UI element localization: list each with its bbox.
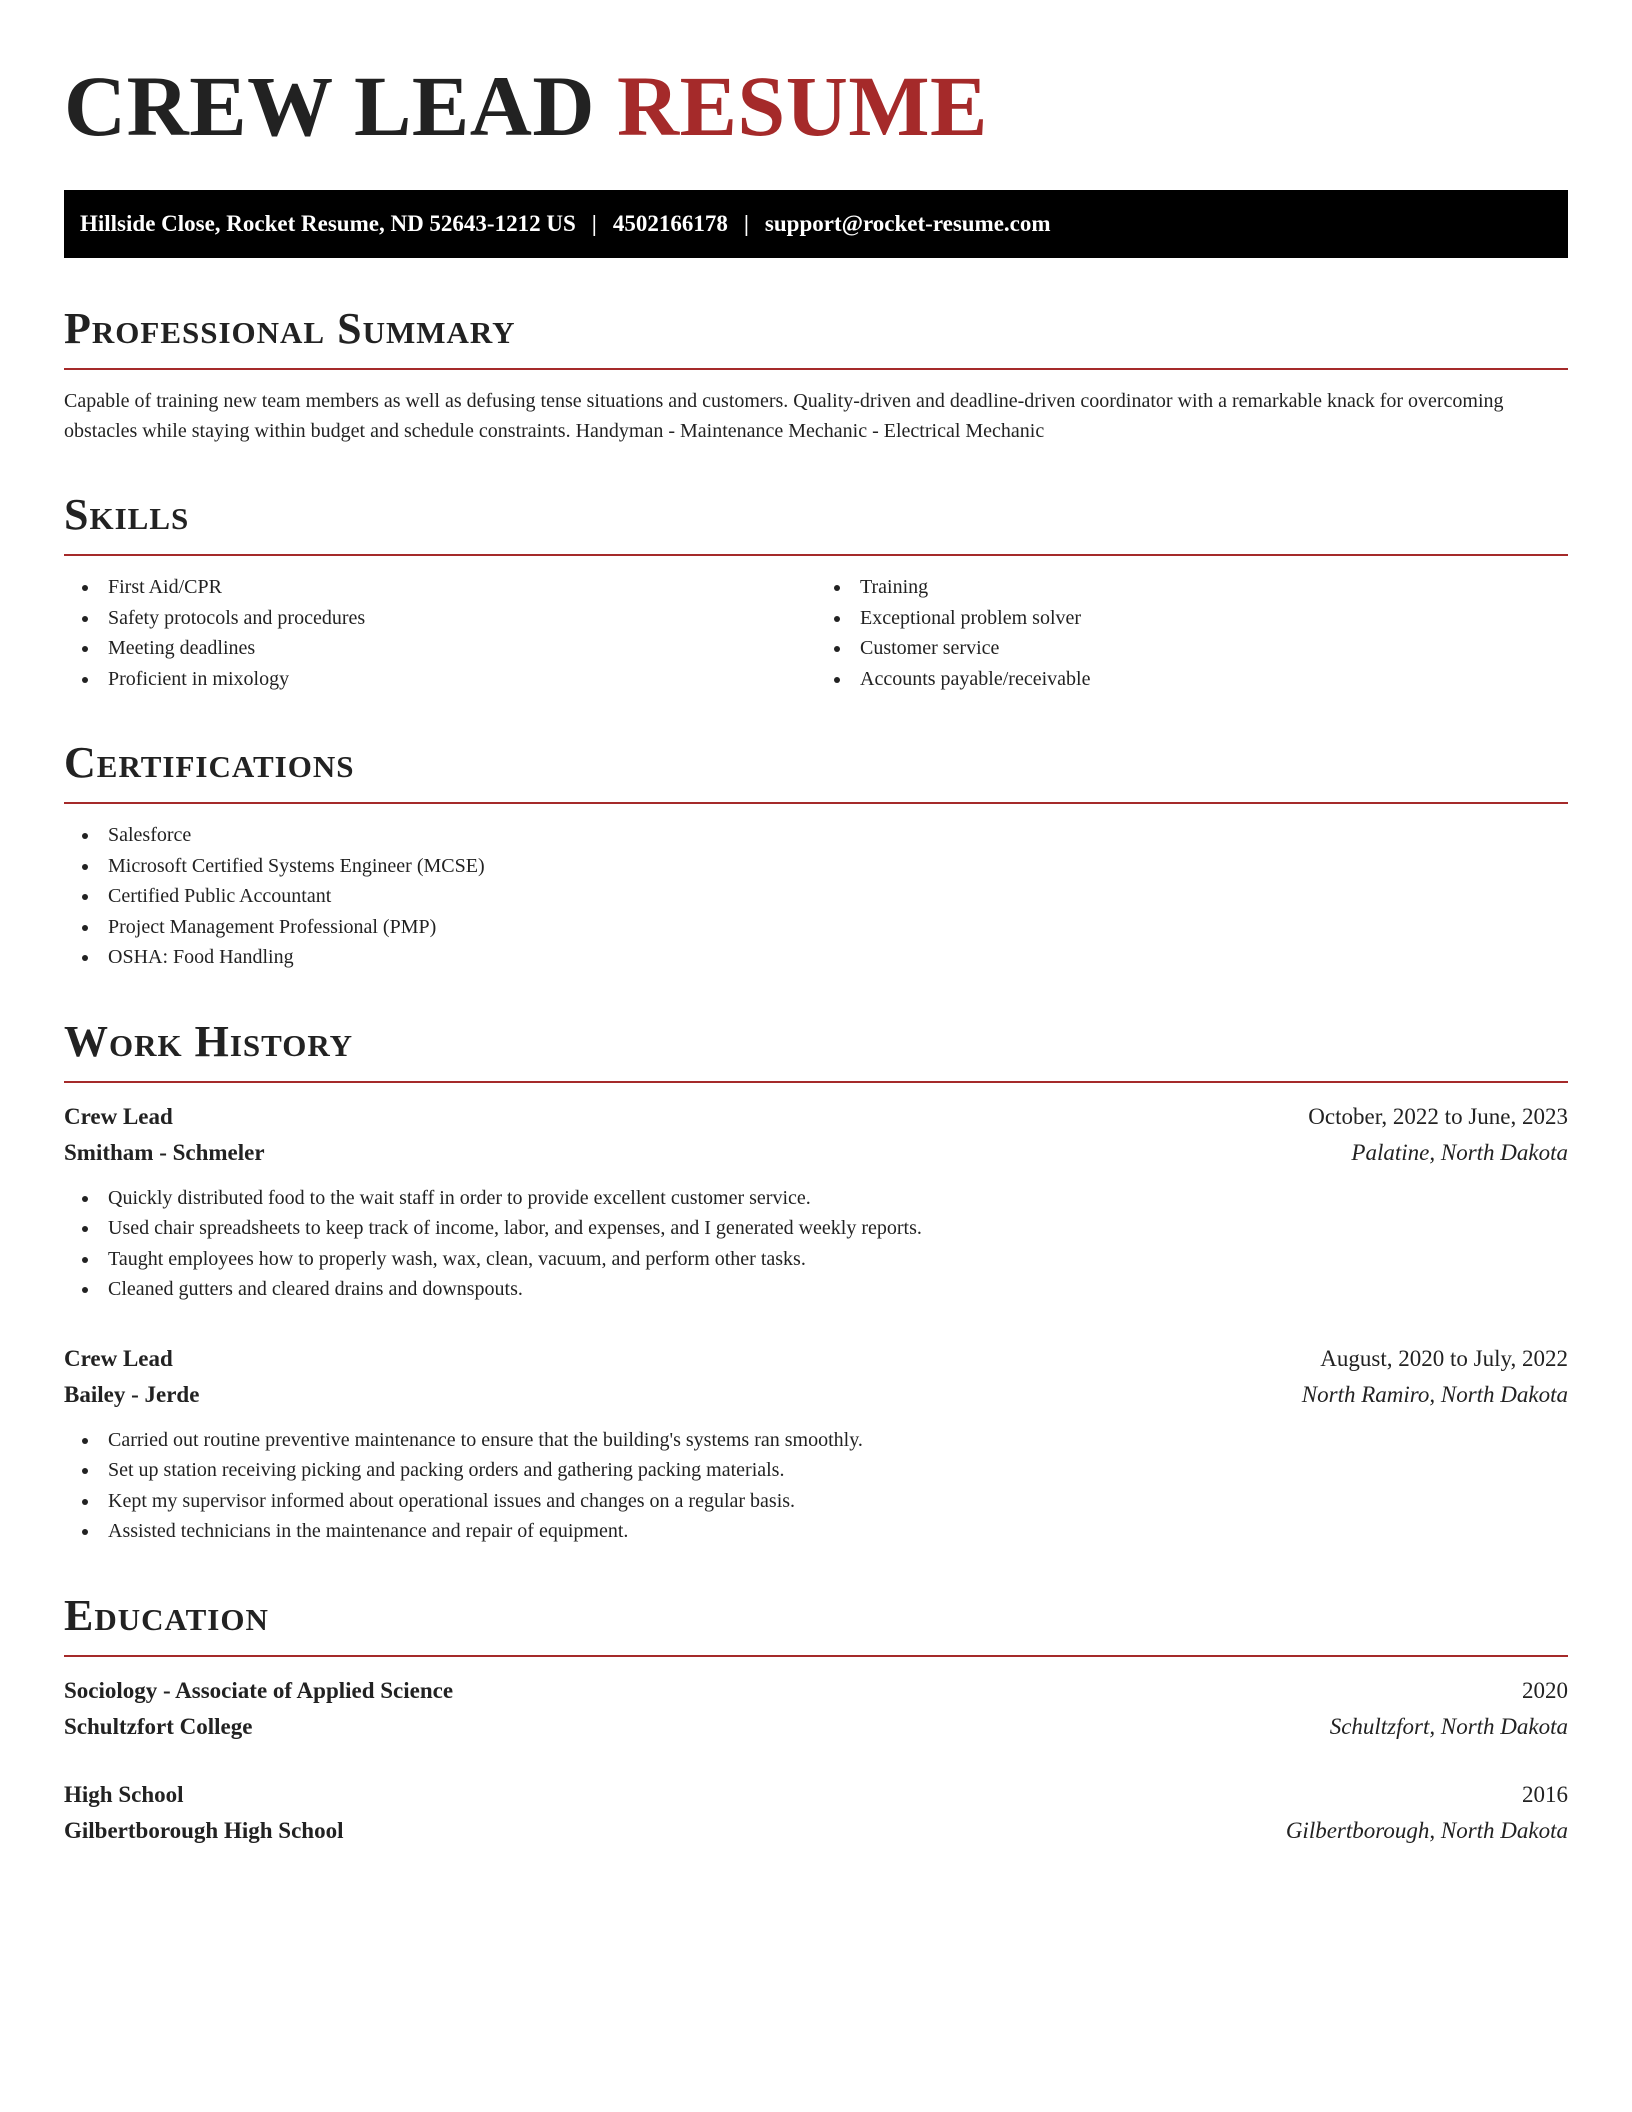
- contact-separator: |: [743, 211, 749, 236]
- education-school: Schultzfort College: [64, 1713, 253, 1739]
- job-duty-item: Quickly distributed food to the wait staff in order to provide excellent customer service.: [64, 1183, 1568, 1214]
- contact-phone[interactable]: 4502166178: [612, 211, 728, 236]
- job-entry: [64, 1341, 1568, 1547]
- work-history-section: [64, 1017, 1568, 1547]
- education-degree: Sociology - Associate of Applied Science: [64, 1677, 454, 1703]
- education-entry: [64, 1673, 1568, 1745]
- education-heading: Education: [64, 1591, 1568, 1657]
- education-school-row: [64, 1709, 1568, 1745]
- skill-item: Proficient in mixology: [64, 664, 816, 695]
- resume-title: [64, 56, 1568, 156]
- certification-item: Salesforce: [64, 820, 1568, 851]
- job-company: Smitham - Schmeler: [64, 1139, 265, 1165]
- contact-email[interactable]: support@rocket-resume.com: [764, 211, 1051, 236]
- education-section: [64, 1591, 1568, 1849]
- job-title-row: [64, 1099, 1568, 1135]
- job-location: Palatine, North Dakota: [1351, 1139, 1568, 1165]
- skills-list-right: [816, 572, 1568, 694]
- education-school-row: [64, 1813, 1568, 1849]
- education-degree-row: [64, 1673, 1568, 1709]
- job-location: North Ramiro, North Dakota: [1301, 1381, 1568, 1407]
- job-duty-item: Taught employees how to properly wash, wax, clean, vacuum, and perform other tasks.: [64, 1244, 1568, 1275]
- education-degree: High School: [64, 1781, 184, 1807]
- job-duty-item: Assisted technicians in the maintenance and repair of equipment.: [64, 1516, 1568, 1547]
- skill-item: Customer service: [816, 633, 1568, 664]
- certification-item: Project Management Professional (PMP): [64, 912, 1568, 943]
- summary-text: Capable of training new team members as well as defusing tense situations and customers. Quality-driven and deadline-driven coordinator with a remarkable knack for overcoming obstacles while staying within budget and schedule constraints. Handyman - Maintenance Mechanic - Electrical Mechanic: [64, 390, 1504, 442]
- job-duty-item: Set up station receiving picking and packing orders and gathering packing materials.: [64, 1455, 1568, 1486]
- contact-separator: |: [591, 211, 597, 236]
- education-year: 2016: [1522, 1781, 1568, 1807]
- certification-item: Certified Public Accountant: [64, 881, 1568, 912]
- skills-heading: Skills: [64, 490, 1568, 556]
- job-dates: August, 2020 to July, 2022: [1320, 1345, 1568, 1371]
- skill-item: Meeting deadlines: [64, 633, 816, 664]
- skill-item: Accounts payable/receivable: [816, 664, 1568, 695]
- job-company-row: [64, 1135, 1568, 1171]
- certifications-section: [64, 738, 1568, 973]
- education-location: Gilbertborough, North Dakota: [1285, 1817, 1568, 1843]
- contact-bar: [64, 190, 1568, 258]
- education-school: Gilbertborough High School: [64, 1817, 344, 1843]
- skills-list-left: [64, 572, 816, 694]
- education-year: 2020: [1522, 1677, 1568, 1703]
- education-degree-row: [64, 1777, 1568, 1813]
- job-duty-item: Carried out routine preventive maintenance to ensure that the building's systems ran smoothly.: [64, 1425, 1568, 1456]
- certifications-list: [64, 820, 1568, 973]
- contact-address: Hillside Close, Rocket Resume, ND 52643-1212 US: [80, 211, 576, 236]
- job-duties-list: [64, 1425, 1568, 1547]
- summary-heading: Professional Summary: [64, 304, 1568, 370]
- skill-item: Exceptional problem solver: [816, 603, 1568, 634]
- certifications-heading: Certifications: [64, 738, 1568, 804]
- education-entry: [64, 1777, 1568, 1849]
- skill-item: Training: [816, 572, 1568, 603]
- certification-item: OSHA: Food Handling: [64, 942, 1568, 973]
- education-location: Schultzfort, North Dakota: [1329, 1713, 1568, 1739]
- skills-grid: [64, 556, 1568, 694]
- certification-item: Microsoft Certified Systems Engineer (MCSE): [64, 851, 1568, 882]
- job-duty-item: Kept my supervisor informed about operational issues and changes on a regular basis.: [64, 1486, 1568, 1517]
- job-entry: [64, 1099, 1568, 1305]
- resume-title-accent: RESUME: [616, 58, 988, 154]
- job-duties-list: [64, 1183, 1568, 1305]
- skill-item: Safety protocols and procedures: [64, 603, 816, 634]
- job-title: Crew Lead: [64, 1345, 173, 1371]
- job-company: Bailey - Jerde: [64, 1381, 200, 1407]
- skills-section: [64, 490, 1568, 694]
- job-company-row: [64, 1377, 1568, 1413]
- job-dates: October, 2022 to June, 2023: [1308, 1103, 1568, 1129]
- work-history-heading: Work History: [64, 1017, 1568, 1083]
- resume-title-role: CREW LEAD: [64, 58, 595, 154]
- job-duty-item: Used chair spreadsheets to keep track of income, labor, and expenses, and I generated weekly reports.: [64, 1213, 1568, 1244]
- job-title: Crew Lead: [64, 1103, 173, 1129]
- summary-section: [64, 304, 1568, 446]
- job-title-row: [64, 1341, 1568, 1377]
- job-duty-item: Cleaned gutters and cleared drains and downspouts.: [64, 1274, 1568, 1305]
- skill-item: First Aid/CPR: [64, 572, 816, 603]
